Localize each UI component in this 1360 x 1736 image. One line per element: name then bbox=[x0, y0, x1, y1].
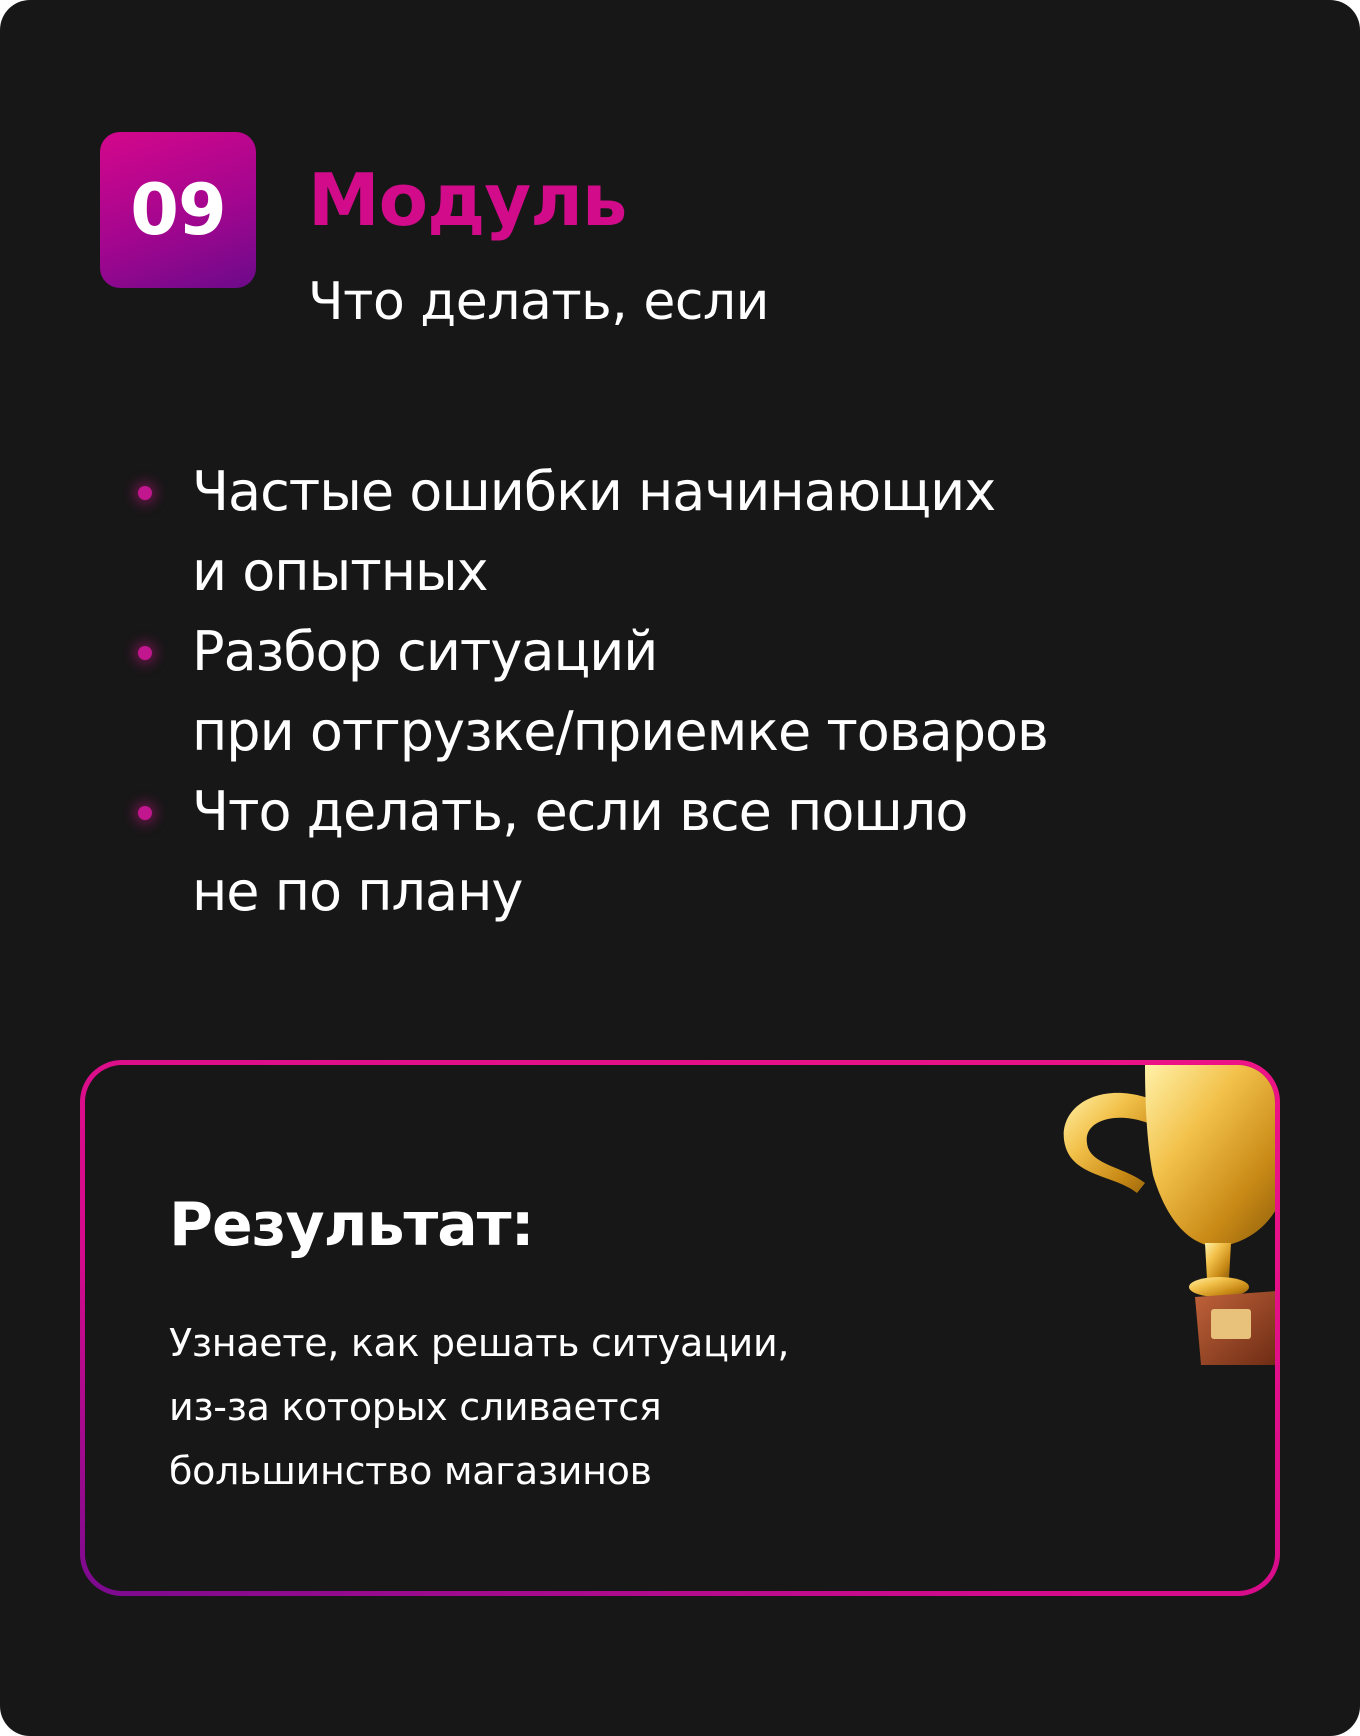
result-title: Результат: bbox=[169, 1190, 534, 1260]
topic-line: при отгрузке/приемке товаров bbox=[192, 700, 1048, 763]
topic-item bbox=[130, 772, 1280, 932]
trophy-icon bbox=[1045, 1065, 1275, 1365]
module-subtitle: Что делать, если bbox=[308, 272, 769, 332]
module-number-badge bbox=[100, 132, 256, 288]
topic-item bbox=[130, 612, 1280, 772]
module-title: Модуль bbox=[308, 158, 627, 242]
topic-line: Частые ошибки начинающих bbox=[192, 460, 996, 523]
bullet-dot-icon bbox=[138, 806, 152, 820]
result-line: из-за которых сливается bbox=[169, 1385, 662, 1429]
result-description bbox=[169, 1311, 969, 1503]
topic-list bbox=[130, 452, 1280, 932]
topic-line: Разбор ситуаций bbox=[192, 620, 658, 683]
module-number: 09 bbox=[130, 169, 226, 251]
bullet-dot-icon bbox=[138, 646, 152, 660]
topic-line: не по плану bbox=[192, 860, 523, 923]
result-line: большинство магазинов bbox=[169, 1449, 652, 1493]
topic-item bbox=[130, 452, 1280, 612]
result-panel bbox=[85, 1065, 1275, 1591]
result-line: Узнаете, как решать ситуации, bbox=[169, 1321, 790, 1365]
bullet-dot-icon bbox=[138, 486, 152, 500]
topic-line: Что делать, если все пошло bbox=[192, 780, 968, 843]
result-box bbox=[80, 1060, 1280, 1596]
topic-line: и опытных bbox=[192, 540, 488, 603]
